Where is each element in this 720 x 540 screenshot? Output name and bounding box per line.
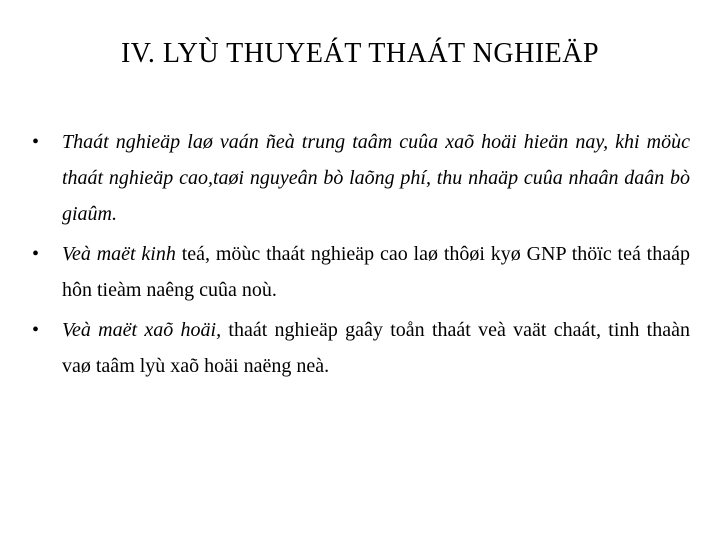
bullet-item [30,312,690,384]
bullet-text: thaát nghieäp gaây toån thaát veà vaät chaát, tinh thaàn vaø taâm lyù xaõ hoäi naëng neà. [62,319,690,377]
bullet-text-italic: Veà maët kinh [62,243,176,265]
bullet-item [30,236,690,308]
bullet-text-italic: Thaát nghieäp laø vaán ñeà trung taâm cuûa xaõ hoäi hieän nay, khi möùc thaát nghieäp cao,taøi nguyeân bò laõng phí, thu nhaäp cuûa nhaân daân bò giaûm. [62,131,690,225]
bullet-text-italic: Veà maët xaõ hoäi, [62,319,222,341]
bullet-icon: • [32,319,40,341]
bullet-item [30,124,690,232]
bullet-icon: • [32,131,40,153]
bullet-text: teá, möùc thaát nghieäp cao laø thôøi kyø GNP thöïc teá thaáp hôn tieàm naêng cuûa noù. [62,243,690,301]
slide-title: IV. LYÙ THUYEÁT THAÁT NGHIEÄP [120,38,600,69]
bullet-icon: • [32,243,40,265]
bullet-list [30,124,690,388]
